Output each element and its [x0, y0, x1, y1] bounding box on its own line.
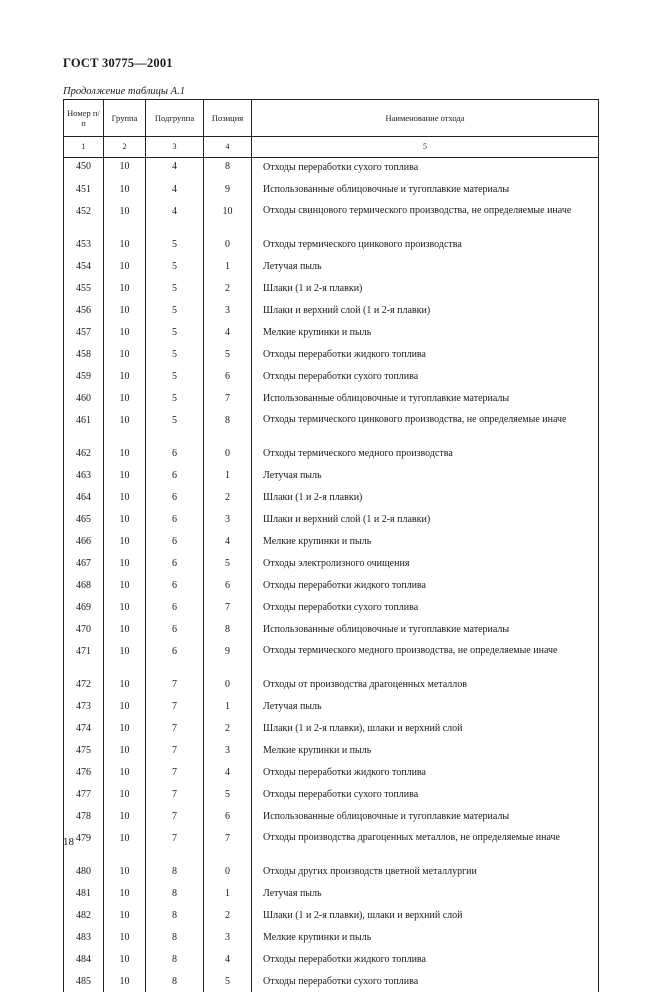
row-number-cell: 475 — [64, 742, 104, 764]
waste-name-cell: Летучая пыль — [252, 258, 599, 280]
waste-name-cell: Отходы свинцового термического производства, не определяемые иначе — [252, 203, 599, 236]
waste-name-cell: Отходы производства драгоценных металлов, не определяемые иначе — [252, 830, 599, 863]
table-row — [64, 489, 599, 511]
row-number-cell: 464 — [64, 489, 104, 511]
group-cell: 10 — [104, 764, 146, 786]
row-number-cell: 481 — [64, 885, 104, 907]
group-cell: 10 — [104, 973, 146, 992]
position-cell: 2 — [204, 280, 252, 302]
row-number-cell: 459 — [64, 368, 104, 390]
waste-name-cell: Отходы переработки сухого топлива — [252, 786, 599, 808]
row-number-cell: 472 — [64, 676, 104, 698]
subgroup-cell: 8 — [146, 885, 204, 907]
waste-name-cell: Использованные облицовочные и тугоплавкие материалы — [252, 621, 599, 643]
waste-name-cell: Летучая пыль — [252, 885, 599, 907]
position-cell: 1 — [204, 698, 252, 720]
position-cell: 5 — [204, 555, 252, 577]
table-row — [64, 511, 599, 533]
subgroup-cell: 5 — [146, 258, 204, 280]
subgroup-cell: 5 — [146, 236, 204, 258]
subgroup-cell: 7 — [146, 830, 204, 863]
subgroup-cell: 7 — [146, 764, 204, 786]
waste-name-cell: Отходы переработки жидкого топлива — [252, 764, 599, 786]
waste-name-cell: Отходы термического цинкового производства — [252, 236, 599, 258]
group-cell: 10 — [104, 346, 146, 368]
table-row — [64, 346, 599, 368]
row-number-cell: 480 — [64, 863, 104, 885]
position-cell: 7 — [204, 599, 252, 621]
row-number-cell: 465 — [64, 511, 104, 533]
subgroup-cell: 8 — [146, 929, 204, 951]
group-cell: 10 — [104, 863, 146, 885]
group-cell: 10 — [104, 368, 146, 390]
waste-name-cell: Шлаки и верхний слой (1 и 2-я плавки) — [252, 511, 599, 533]
group-cell: 10 — [104, 786, 146, 808]
row-number-cell: 453 — [64, 236, 104, 258]
group-cell: 10 — [104, 907, 146, 929]
group-cell: 10 — [104, 258, 146, 280]
table-row — [64, 643, 599, 676]
row-number-cell: 456 — [64, 302, 104, 324]
position-cell: 7 — [204, 830, 252, 863]
subgroup-cell: 6 — [146, 467, 204, 489]
row-number-cell: 478 — [64, 808, 104, 830]
waste-name-cell: Летучая пыль — [252, 467, 599, 489]
position-cell: 3 — [204, 929, 252, 951]
row-number-cell: 485 — [64, 973, 104, 992]
row-number-cell: 476 — [64, 764, 104, 786]
subgroup-cell: 5 — [146, 324, 204, 346]
table-row — [64, 158, 599, 182]
table-row — [64, 533, 599, 555]
group-cell: 10 — [104, 412, 146, 445]
table-row — [64, 368, 599, 390]
position-cell: 3 — [204, 302, 252, 324]
table-row — [64, 445, 599, 467]
row-number-cell: 462 — [64, 445, 104, 467]
group-cell: 10 — [104, 929, 146, 951]
row-number-cell: 451 — [64, 181, 104, 203]
waste-name-cell: Отходы других производств цветной металлургии — [252, 863, 599, 885]
subgroup-cell: 5 — [146, 280, 204, 302]
position-cell: 5 — [204, 973, 252, 992]
row-number-cell: 470 — [64, 621, 104, 643]
column-number: 5 — [252, 137, 599, 158]
subgroup-cell: 6 — [146, 489, 204, 511]
subgroup-cell: 8 — [146, 863, 204, 885]
table-row — [64, 676, 599, 698]
subgroup-cell: 6 — [146, 445, 204, 467]
row-number-cell: 468 — [64, 577, 104, 599]
table-row — [64, 764, 599, 786]
position-cell: 4 — [204, 764, 252, 786]
group-cell: 10 — [104, 280, 146, 302]
group-cell: 10 — [104, 324, 146, 346]
table-row — [64, 830, 599, 863]
subgroup-cell: 7 — [146, 786, 204, 808]
waste-name-cell: Отходы термического цинкового производства, не определяемые иначе — [252, 412, 599, 445]
table-row — [64, 907, 599, 929]
group-cell: 10 — [104, 302, 146, 324]
document-title: ГОСТ 30775—2001 — [63, 56, 173, 71]
waste-name-cell: Шлаки (1 и 2-я плавки), шлаки и верхний слой — [252, 720, 599, 742]
subgroup-cell: 7 — [146, 698, 204, 720]
column-number: 2 — [104, 137, 146, 158]
row-number-cell: 484 — [64, 951, 104, 973]
table-row — [64, 236, 599, 258]
position-cell: 3 — [204, 511, 252, 533]
waste-name-cell: Использованные облицовочные и тугоплавкие материалы — [252, 808, 599, 830]
row-number-cell: 457 — [64, 324, 104, 346]
position-cell: 1 — [204, 885, 252, 907]
table-row — [64, 302, 599, 324]
subgroup-cell: 6 — [146, 511, 204, 533]
column-number-row — [64, 137, 599, 158]
position-cell: 8 — [204, 412, 252, 445]
group-cell: 10 — [104, 390, 146, 412]
group-cell: 10 — [104, 158, 146, 182]
table-row — [64, 786, 599, 808]
row-number-cell: 467 — [64, 555, 104, 577]
waste-name-cell: Шлаки (1 и 2-я плавки) — [252, 280, 599, 302]
column-number: 1 — [64, 137, 104, 158]
table-row — [64, 390, 599, 412]
position-cell: 4 — [204, 324, 252, 346]
row-number-cell: 461 — [64, 412, 104, 445]
row-number-cell: 458 — [64, 346, 104, 368]
waste-name-cell: Отходы термического медного производства — [252, 445, 599, 467]
waste-name-cell: Летучая пыль — [252, 698, 599, 720]
header-waste-name: Наименование отхода — [252, 100, 599, 137]
position-cell: 8 — [204, 621, 252, 643]
waste-name-cell: Использованные облицовочные и тугоплавкие материалы — [252, 390, 599, 412]
table-row — [64, 181, 599, 203]
waste-name-cell: Отходы переработки сухого топлива — [252, 158, 599, 182]
group-cell: 10 — [104, 511, 146, 533]
position-cell: 4 — [204, 951, 252, 973]
waste-name-cell: Отходы переработки сухого топлива — [252, 599, 599, 621]
position-cell: 6 — [204, 577, 252, 599]
position-cell: 5 — [204, 346, 252, 368]
header-subgroup: Подгруппа — [146, 100, 204, 137]
table-row — [64, 742, 599, 764]
subgroup-cell: 5 — [146, 390, 204, 412]
position-cell: 2 — [204, 907, 252, 929]
waste-name-cell: Мелкие крупинки и пыль — [252, 533, 599, 555]
group-cell: 10 — [104, 203, 146, 236]
table-row — [64, 698, 599, 720]
table-row — [64, 555, 599, 577]
group-cell: 10 — [104, 533, 146, 555]
waste-name-cell: Отходы переработки жидкого топлива — [252, 346, 599, 368]
column-number: 3 — [146, 137, 204, 158]
subgroup-cell: 4 — [146, 181, 204, 203]
row-number-cell: 471 — [64, 643, 104, 676]
table-row — [64, 203, 599, 236]
group-cell: 10 — [104, 577, 146, 599]
table-row — [64, 808, 599, 830]
row-number-cell: 466 — [64, 533, 104, 555]
group-cell: 10 — [104, 467, 146, 489]
waste-name-cell: Шлаки и верхний слой (1 и 2-я плавки) — [252, 302, 599, 324]
waste-name-cell: Отходы переработки жидкого топлива — [252, 577, 599, 599]
row-number-cell: 469 — [64, 599, 104, 621]
header-number: Номер п/п — [64, 100, 104, 137]
table-row — [64, 929, 599, 951]
subgroup-cell: 7 — [146, 720, 204, 742]
waste-name-cell: Использованные облицовочные и тугоплавкие материалы — [252, 181, 599, 203]
table-row — [64, 973, 599, 992]
group-cell: 10 — [104, 445, 146, 467]
row-number-cell: 460 — [64, 390, 104, 412]
table-row — [64, 885, 599, 907]
row-number-cell: 477 — [64, 786, 104, 808]
table-row — [64, 863, 599, 885]
subgroup-cell: 7 — [146, 742, 204, 764]
group-cell: 10 — [104, 951, 146, 973]
waste-name-cell: Отходы переработки сухого топлива — [252, 368, 599, 390]
waste-name-cell: Шлаки (1 и 2-я плавки), шлаки и верхний слой — [252, 907, 599, 929]
position-cell: 9 — [204, 181, 252, 203]
subgroup-cell: 4 — [146, 158, 204, 182]
subgroup-cell: 5 — [146, 368, 204, 390]
row-number-cell: 452 — [64, 203, 104, 236]
table-row — [64, 258, 599, 280]
table-row — [64, 720, 599, 742]
waste-name-cell: Мелкие крупинки и пыль — [252, 742, 599, 764]
group-cell: 10 — [104, 808, 146, 830]
subgroup-cell: 6 — [146, 621, 204, 643]
position-cell: 1 — [204, 467, 252, 489]
subgroup-cell: 5 — [146, 346, 204, 368]
group-cell: 10 — [104, 643, 146, 676]
table-row — [64, 324, 599, 346]
position-cell: 6 — [204, 368, 252, 390]
subgroup-cell: 6 — [146, 599, 204, 621]
row-number-cell: 455 — [64, 280, 104, 302]
position-cell: 0 — [204, 676, 252, 698]
header-position: Позиция — [204, 100, 252, 137]
table-header-row — [64, 100, 599, 137]
subgroup-cell: 6 — [146, 643, 204, 676]
table-row — [64, 621, 599, 643]
table-row — [64, 412, 599, 445]
group-cell: 10 — [104, 181, 146, 203]
group-cell: 10 — [104, 236, 146, 258]
subgroup-cell: 8 — [146, 907, 204, 929]
subgroup-cell: 5 — [146, 412, 204, 445]
group-cell: 10 — [104, 621, 146, 643]
table-row — [64, 599, 599, 621]
position-cell: 0 — [204, 236, 252, 258]
subgroup-cell: 8 — [146, 951, 204, 973]
row-number-cell: 482 — [64, 907, 104, 929]
table-body — [64, 158, 599, 992]
waste-name-cell: Отходы переработки сухого топлива — [252, 973, 599, 992]
position-cell: 0 — [204, 863, 252, 885]
position-cell: 3 — [204, 742, 252, 764]
position-cell: 10 — [204, 203, 252, 236]
position-cell: 2 — [204, 720, 252, 742]
waste-name-cell: Отходы переработки жидкого топлива — [252, 951, 599, 973]
position-cell: 1 — [204, 258, 252, 280]
table-row — [64, 951, 599, 973]
position-cell: 6 — [204, 808, 252, 830]
row-number-cell: 450 — [64, 158, 104, 182]
subgroup-cell: 6 — [146, 577, 204, 599]
group-cell: 10 — [104, 742, 146, 764]
position-cell: 7 — [204, 390, 252, 412]
group-cell: 10 — [104, 676, 146, 698]
position-cell: 2 — [204, 489, 252, 511]
subgroup-cell: 7 — [146, 808, 204, 830]
column-number: 4 — [204, 137, 252, 158]
row-number-cell: 473 — [64, 698, 104, 720]
group-cell: 10 — [104, 720, 146, 742]
row-number-cell: 463 — [64, 467, 104, 489]
waste-name-cell: Мелкие крупинки и пыль — [252, 929, 599, 951]
header-group: Группа — [104, 100, 146, 137]
subgroup-cell: 6 — [146, 533, 204, 555]
subgroup-cell: 8 — [146, 973, 204, 992]
group-cell: 10 — [104, 885, 146, 907]
table-row — [64, 577, 599, 599]
subgroup-cell: 7 — [146, 676, 204, 698]
waste-table — [63, 99, 599, 992]
position-cell: 9 — [204, 643, 252, 676]
position-cell: 5 — [204, 786, 252, 808]
waste-name-cell: Шлаки (1 и 2-я плавки) — [252, 489, 599, 511]
waste-name-cell: Отходы электролизного очищения — [252, 555, 599, 577]
row-number-cell: 474 — [64, 720, 104, 742]
row-number-cell: 483 — [64, 929, 104, 951]
subgroup-cell: 5 — [146, 302, 204, 324]
subgroup-cell: 6 — [146, 555, 204, 577]
position-cell: 8 — [204, 158, 252, 182]
position-cell: 4 — [204, 533, 252, 555]
row-number-cell: 454 — [64, 258, 104, 280]
group-cell: 10 — [104, 830, 146, 863]
table-row — [64, 280, 599, 302]
row-number-cell: 479 — [64, 830, 104, 863]
table-caption: Продолжение таблицы А.1 — [63, 86, 185, 97]
table-row — [64, 467, 599, 489]
group-cell: 10 — [104, 489, 146, 511]
group-cell: 10 — [104, 599, 146, 621]
waste-name-cell: Отходы термического медного производства, не определяемые иначе — [252, 643, 599, 676]
waste-name-cell: Мелкие крупинки и пыль — [252, 324, 599, 346]
subgroup-cell: 4 — [146, 203, 204, 236]
group-cell: 10 — [104, 698, 146, 720]
waste-name-cell: Отходы от производства драгоценных металлов — [252, 676, 599, 698]
position-cell: 0 — [204, 445, 252, 467]
group-cell: 10 — [104, 555, 146, 577]
page-number: 18 — [63, 836, 74, 848]
